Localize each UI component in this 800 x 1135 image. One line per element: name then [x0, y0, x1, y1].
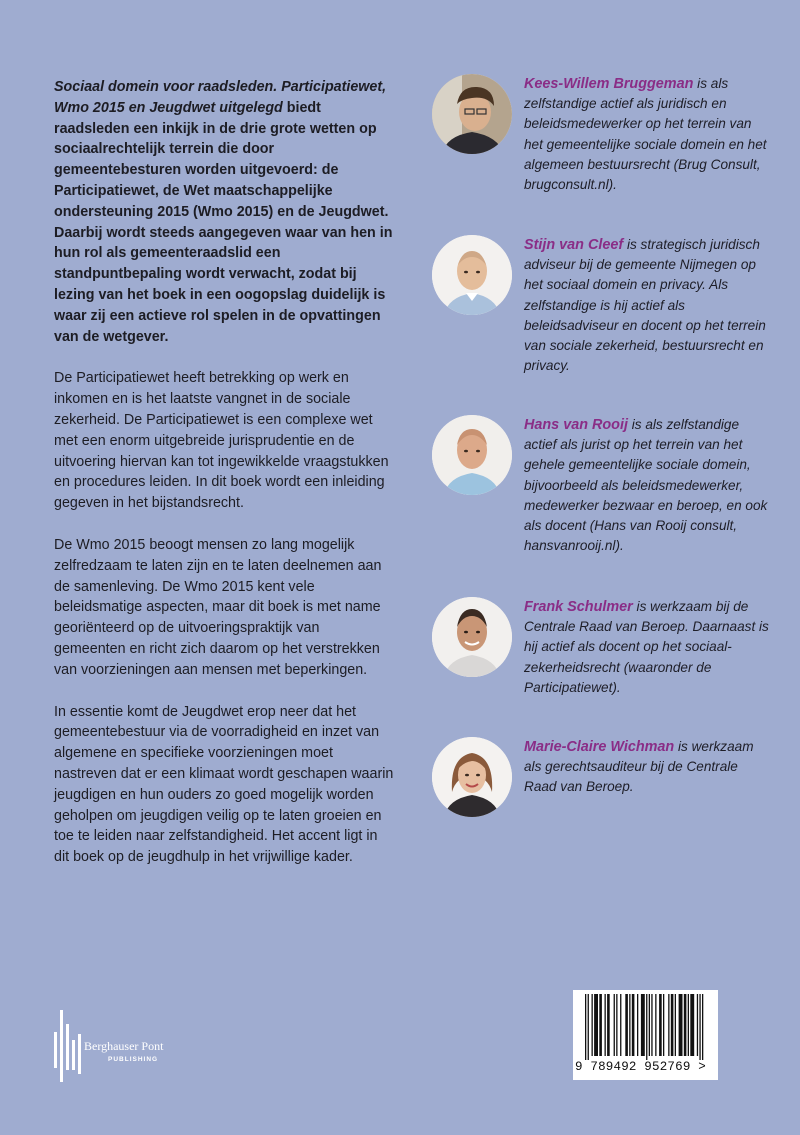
author-bio-text: is strategisch juridisch adviseur bij de gemeente Nijmegen op het sociaal domein en privacy. Als zelfstandige is hij actief als beleidsadviseur en docent op het terrein van sociale zekerheid, bestuursrecht en privacy. [524, 237, 766, 374]
author-photo [432, 415, 512, 495]
author-van-cleef [432, 235, 782, 374]
isbn-barcode [573, 990, 718, 1080]
author-name: Stijn van Cleef [524, 237, 624, 253]
author-bio [524, 737, 774, 798]
isbn-digits: 9 789492 952769 > [575, 1060, 706, 1074]
author-bio [524, 74, 774, 195]
author-wichman [432, 737, 782, 827]
author-schulmer [432, 597, 782, 695]
publisher-logo [54, 1010, 254, 1082]
paragraph-participatiewet: De Participatiewet heeft betrekking op werk en inkomen en is het laatste vangnet in de sociale zekerheid. De Participatiewet is een complexe wet met een enorm uitgebreide jurisprudentie en de uitvoering hiervan kan tot ingewikkelde vraagstukken en procedures leiden. In dit boek wordt een inleiding gegeven in het bijstandsrecht. [54, 370, 389, 512]
author-name: Frank Schulmer [524, 599, 633, 615]
author-bio [524, 597, 774, 698]
author-photo [432, 737, 512, 817]
author-name: Hans van Rooij [524, 417, 628, 433]
author-bio-text: is werkzaam als gerechtsauditeur bij de Centrale Raad van Beroep. [524, 739, 754, 795]
description-column [54, 77, 394, 889]
author-van-rooij [432, 415, 782, 554]
author-bio [524, 235, 774, 376]
author-photo [432, 597, 512, 677]
author-bio-text: is als zelfstandige actief als juridisch en beleidsmedewerker op het terrein van het gemeentelijke sociale domein en het algemeen bestuursrecht (Brug Consult, brugconsult.nl). [524, 76, 767, 193]
publisher-name: Berghauser Pont [84, 1039, 164, 1053]
author-name: Kees-Willem Bruggeman [524, 76, 694, 92]
author-photo [432, 235, 512, 315]
intro-paragraph [54, 77, 394, 347]
author-bruggeman [432, 74, 782, 193]
author-name: Marie-Claire Wichman [524, 739, 675, 755]
author-bio-text: is werkzaam bij de Centrale Raad van Beroep. Daarnaast is hij actief als docent op het sociaal-zekerheidsrecht (waaronder de Participatiewet). [524, 599, 769, 695]
publisher-mark-icon [54, 1010, 82, 1082]
barcode-bars [573, 990, 718, 1060]
paragraph-wmo: De Wmo 2015 beoogt mensen zo lang mogelijk zelfredzaam te laten zijn en te laten deelnemen aan de samenleving. De Wmo 2015 kent vele beleidsmatige aspecten, maar dit boek is met name georiënteerd op de uitvoeringspraktijk van gemeenten en richt zich daarom op het verstrekken van voorzieningen aan mensen met beperkingen. [54, 536, 382, 678]
book-title: Sociaal domein voor raadsleden. Participatiewet, Wmo 2015 en Jeugdwet uitgelegd [54, 79, 387, 116]
paragraph-jeugdwet: In essentie komt de Jeugdwet erop neer dat het gemeentebestuur via de voorradigheid en inzet van algemene en specifieke voorzieningen moet nastreven dat er een klimaat wordt geschapen waarin jeugdigen en hun ouders zo goed mogelijk worden geholpen om jeugdigen veilig op te laten groeien en toe te leiden naar zelfstandigheid. Het accent ligt in dit boek op de jeugdhulp in het vrijwillige kader. [54, 703, 394, 866]
publisher-subtitle: PUBLISHING [108, 1056, 159, 1063]
author-photo [432, 74, 512, 154]
intro-text: biedt raadsleden een inkijk in de drie grote wetten op sociaalrechtelijk terrein die door gemeentebesturen worden uitgevoerd: de Participatiewet, de Wet maatschappelijke ondersteuning 2015 (Wmo 2015) en de Jeugdwet. Daarbij wordt steeds aangegeven waar van hen in hun rol als gemeenteraadslid een standpuntbepaling wordt verwacht, zodat bij lezing van het boek in een oogopslag duidelijk is waar zij een actieve rol spelen in de opvattingen van de wetgever. [54, 99, 393, 345]
author-bio-text: is als zelfstandige actief als jurist op het terrein van het gehele gemeentelijke sociale domein, bijvoorbeeld als beleidsmedewerker, medewerker bezwaar en beroep, en ook als docent (Hans van Rooij consult, hansvanrooij.nl). [524, 417, 768, 554]
author-bio [524, 415, 774, 556]
